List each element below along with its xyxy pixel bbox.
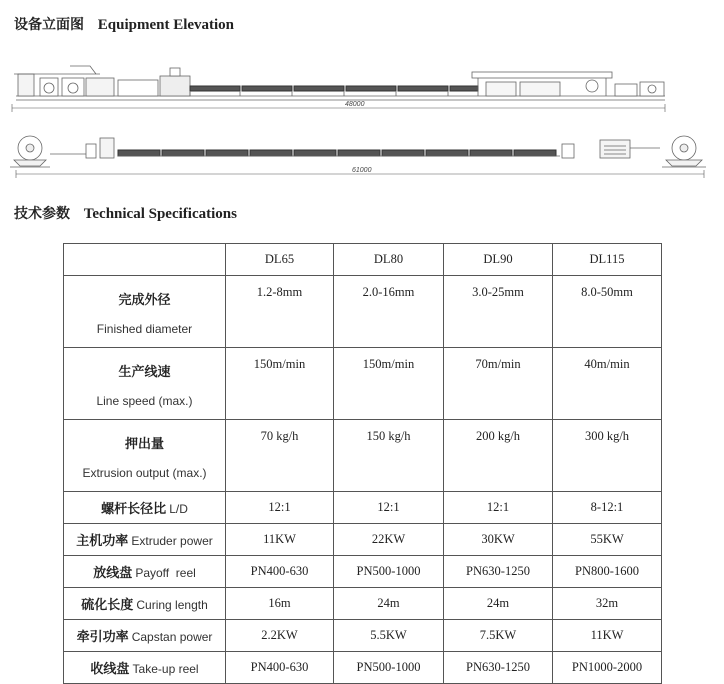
spec-value: 55KW: [553, 524, 662, 556]
spec-value: 24m: [334, 588, 444, 620]
spec-value: 30KW: [444, 524, 553, 556]
spec-value: 70m/min: [444, 348, 553, 420]
top-dimension-label: 48000: [345, 101, 365, 108]
spec-value: 12:1: [334, 492, 444, 524]
spec-row-take-up-reel: [64, 652, 662, 684]
spec-value: 150m/min: [226, 348, 334, 420]
row-label-cn: 收线盘: [90, 662, 130, 677]
spec-value: 7.5KW: [444, 620, 553, 652]
equipment-elevation-heading-cn: 设备立面图: [14, 17, 84, 33]
spec-value: 150m/min: [334, 348, 444, 420]
row-label-cn: 完成外径: [118, 293, 171, 308]
technical-specifications-heading-cn: 技术参数: [14, 206, 70, 222]
spec-value: 8.0-50mm: [553, 276, 662, 348]
row-label: [64, 556, 226, 588]
row-label-en: Extruder power: [131, 534, 213, 548]
row-label-en: Capstan power: [131, 630, 213, 644]
spec-value: 2.0-16mm: [334, 276, 444, 348]
row-label: [64, 276, 226, 348]
spec-value: 5.5KW: [334, 620, 444, 652]
row-label-en: Payoff reel: [135, 566, 196, 580]
spec-value: 2.2KW: [226, 620, 334, 652]
row-label-en: Finished diameter: [96, 322, 193, 336]
bottom-dimension-label: 61000: [352, 167, 372, 174]
spec-row-payoff-reel: [64, 556, 662, 588]
equipment-elevation-heading: [14, 14, 234, 34]
spec-row-curing-length: [64, 588, 662, 620]
model-header: DL90: [444, 244, 553, 276]
elevation-drawing-top: [0, 52, 724, 122]
row-label-cn: 押出量: [124, 437, 164, 452]
spec-value: 8-12:1: [553, 492, 662, 524]
spec-value: PN630-1250: [444, 556, 553, 588]
model-header: DL115: [553, 244, 662, 276]
spec-value: 11KW: [226, 524, 334, 556]
row-label-en: Extrusion output (max.): [82, 466, 207, 480]
row-label-en: L/D: [169, 502, 188, 516]
row-label: [64, 588, 226, 620]
spec-value: 12:1: [226, 492, 334, 524]
row-label-cn: 牵引功率: [76, 630, 129, 645]
row-label-cn: 主机功率: [76, 534, 129, 549]
spec-header-row: [64, 244, 662, 276]
row-label-cn: 生产线速: [118, 365, 171, 380]
row-label: [64, 420, 226, 492]
row-label: [64, 492, 226, 524]
spec-row-capstan-power: [64, 620, 662, 652]
spec-value: 11KW: [553, 620, 662, 652]
row-label: [64, 348, 226, 420]
technical-specifications-heading-en: Technical Specifications: [83, 206, 237, 222]
row-label-en: Take-up reel: [132, 662, 199, 676]
spec-value: 24m: [444, 588, 553, 620]
row-label-en: Line speed (max.): [96, 394, 193, 408]
row-label-cn: 放线盘: [93, 566, 133, 581]
spec-value: PN400-630: [226, 652, 334, 684]
spec-value: 3.0-25mm: [444, 276, 553, 348]
row-label: [64, 652, 226, 684]
elevation-drawing-bottom: [0, 126, 724, 188]
row-label-en: Curing length: [136, 598, 208, 612]
spec-value: 16m: [226, 588, 334, 620]
spec-value: 300 kg/h: [553, 420, 662, 492]
row-label: [64, 620, 226, 652]
spec-value: PN630-1250: [444, 652, 553, 684]
spec-row-extruder-power: [64, 524, 662, 556]
spec-value: 32m: [553, 588, 662, 620]
spec-value: 22KW: [334, 524, 444, 556]
spec-value: 1.2-8mm: [226, 276, 334, 348]
spec-row-ld: [64, 492, 662, 524]
spec-value: PN1000-2000: [553, 652, 662, 684]
model-header: DL65: [226, 244, 334, 276]
row-label-cn: 硫化长度: [81, 598, 134, 613]
spec-row-finished-diameter: [64, 276, 662, 348]
technical-specifications-heading: [14, 203, 237, 223]
model-header: DL80: [334, 244, 444, 276]
spec-value: 12:1: [444, 492, 553, 524]
row-label-cn: 螺杆长径比: [101, 502, 167, 517]
spec-value: PN500-1000: [334, 556, 444, 588]
spec-row-line-speed: [64, 348, 662, 420]
spec-value: 40m/min: [553, 348, 662, 420]
equipment-elevation-heading-en: Equipment Elevation: [97, 17, 235, 33]
spec-table: [63, 243, 662, 684]
spec-value: 150 kg/h: [334, 420, 444, 492]
spec-value: PN500-1000: [334, 652, 444, 684]
spec-value: PN800-1600: [553, 556, 662, 588]
spec-value: PN400-630: [226, 556, 334, 588]
spec-value: 70 kg/h: [226, 420, 334, 492]
spec-row-extrusion-output: [64, 420, 662, 492]
row-label: [64, 524, 226, 556]
spec-value: 200 kg/h: [444, 420, 553, 492]
spec-header-empty: [64, 244, 226, 276]
